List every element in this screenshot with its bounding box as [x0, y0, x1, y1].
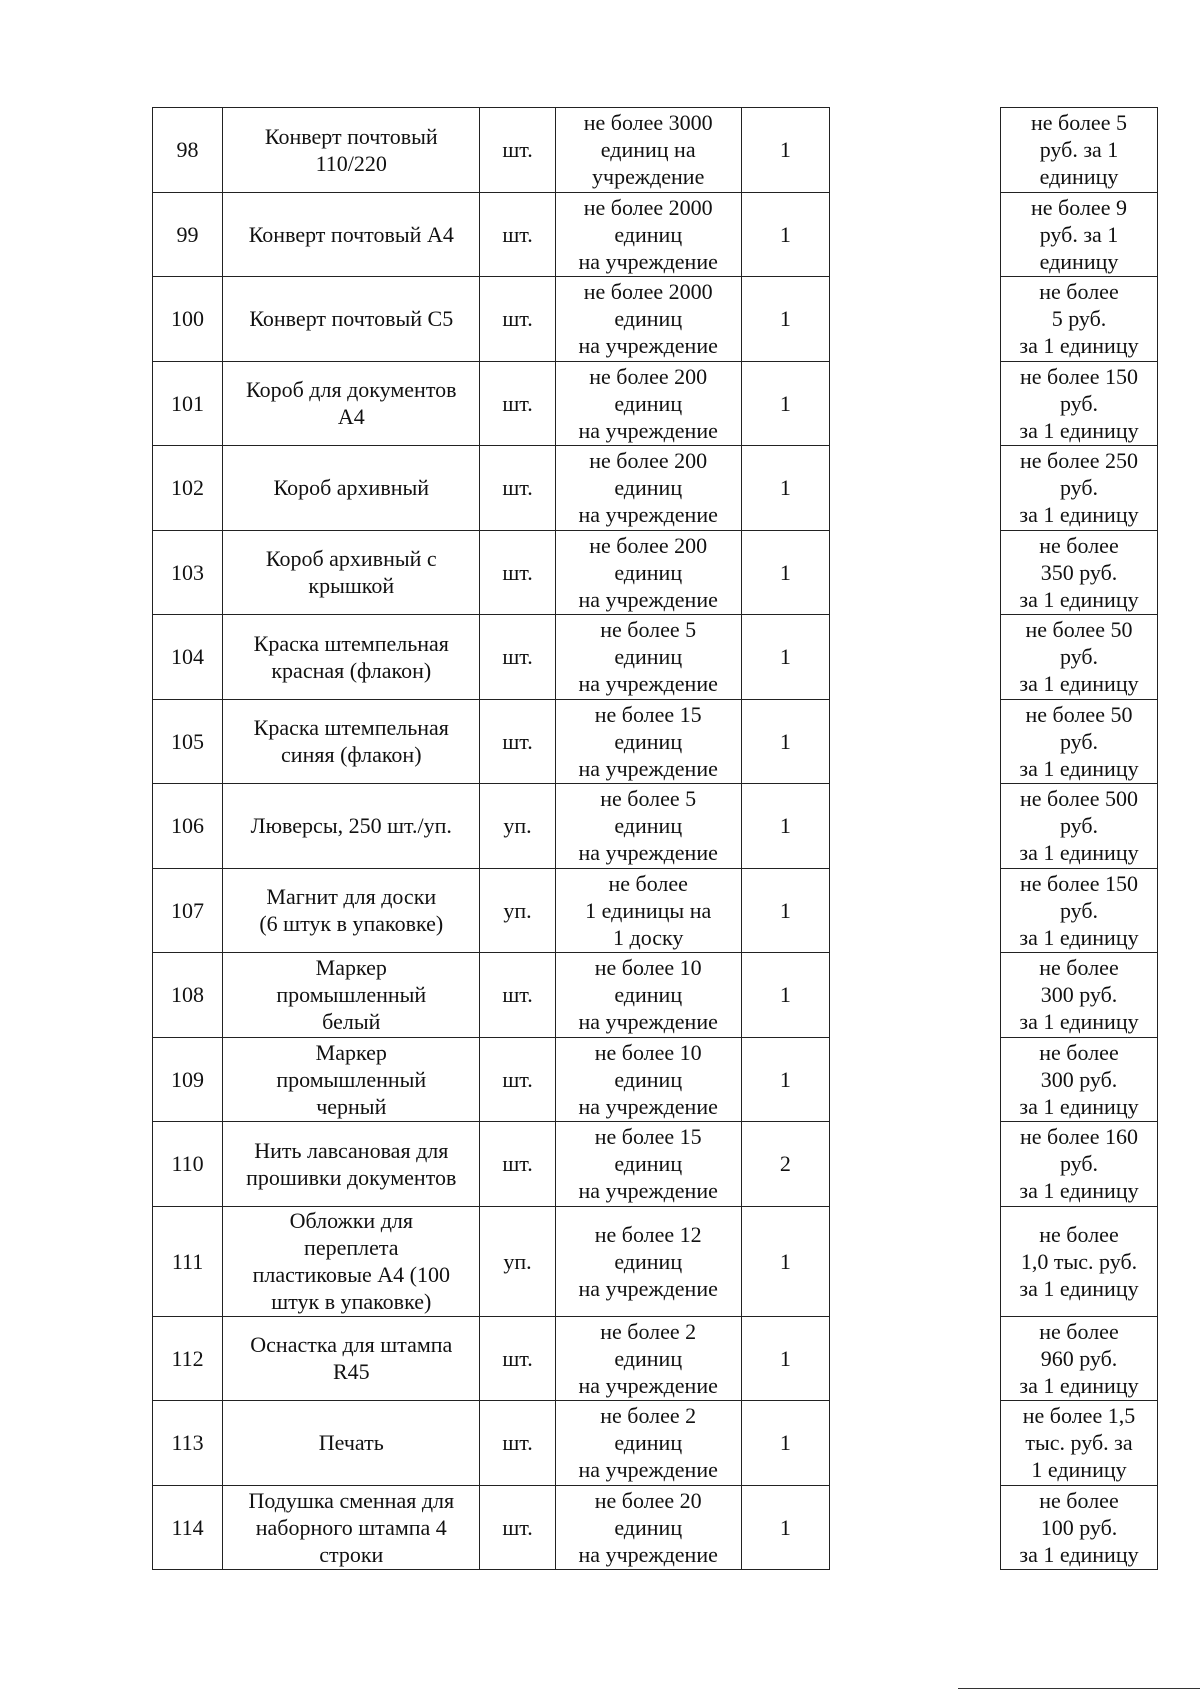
quantity-limit-cell: не более 3000 единиц на учреждение — [555, 108, 741, 193]
quantity-limit-cell: не более 1 единицы на 1 доску — [555, 868, 741, 953]
price-limit-cell: не более 160 руб. за 1 единицу — [1001, 1122, 1158, 1207]
quantity-limit-cell: не более 20 единиц на учреждение — [555, 1485, 741, 1570]
table-row — [153, 1401, 830, 1486]
price-limit-cell: не более 960 руб. за 1 единицу — [1001, 1316, 1158, 1401]
price-row — [1001, 868, 1158, 953]
quantity-limit-cell: не более 5 единиц на учреждение — [555, 615, 741, 700]
row-number-cell: 100 — [153, 277, 223, 362]
row-number-cell: 112 — [153, 1316, 223, 1401]
quantity-limit-cell: не более 2 единиц на учреждение — [555, 1316, 741, 1401]
unit-of-measure-cell: шт. — [480, 361, 555, 446]
unit-of-measure-cell: шт. — [480, 1316, 555, 1401]
unit-of-measure-cell: уп. — [480, 1206, 555, 1316]
item-name-cell: Печать — [223, 1401, 480, 1486]
quantity-limit-cell: не более 10 единиц на учреждение — [555, 953, 741, 1038]
footer-line — [958, 1688, 1200, 1689]
price-limit-table — [1000, 107, 1158, 1570]
row-number-cell: 103 — [153, 530, 223, 615]
item-name-cell: Подушка сменная для наборного штампа 4 строки — [223, 1485, 480, 1570]
price-row — [1001, 1122, 1158, 1207]
unit-of-measure-cell: шт. — [480, 953, 555, 1038]
price-limit-cell: не более 250 руб. за 1 единицу — [1001, 446, 1158, 531]
unit-of-measure-cell: уп. — [480, 784, 555, 869]
table-row — [153, 108, 830, 193]
table-row — [153, 1316, 830, 1401]
price-row — [1001, 1401, 1158, 1486]
price-limit-cell: не более 100 руб. за 1 единицу — [1001, 1485, 1158, 1570]
item-name-cell: Маркер промышленный черный — [223, 1037, 480, 1122]
unit-of-measure-cell: шт. — [480, 1485, 555, 1570]
price-row — [1001, 1206, 1158, 1316]
supplies-table-body — [153, 108, 830, 1570]
unit-of-measure-cell: шт. — [480, 530, 555, 615]
price-limit-cell: не более 5 руб. за 1 единицу — [1001, 277, 1158, 362]
table-row — [153, 868, 830, 953]
quantity-limit-cell: не более 15 единиц на учреждение — [555, 699, 741, 784]
usage-term-cell: 1 — [741, 108, 829, 193]
price-row — [1001, 699, 1158, 784]
quantity-limit-cell: не более 200 единиц на учреждение — [555, 530, 741, 615]
unit-of-measure-cell: шт. — [480, 615, 555, 700]
unit-of-measure-cell: шт. — [480, 277, 555, 362]
price-row — [1001, 784, 1158, 869]
quantity-limit-cell: не более 5 единиц на учреждение — [555, 784, 741, 869]
item-name-cell: Конверт почтовый С5 — [223, 277, 480, 362]
price-limit-cell: не более 9 руб. за 1 единицу — [1001, 192, 1158, 277]
price-row — [1001, 615, 1158, 700]
usage-term-cell: 2 — [741, 1122, 829, 1207]
table-row — [153, 277, 830, 362]
row-number-cell: 108 — [153, 953, 223, 1038]
item-name-cell: Люверсы, 250 шт./уп. — [223, 784, 480, 869]
price-limit-cell: не более 300 руб. за 1 единицу — [1001, 953, 1158, 1038]
row-number-cell: 110 — [153, 1122, 223, 1207]
row-number-cell: 104 — [153, 615, 223, 700]
unit-of-measure-cell: уп. — [480, 868, 555, 953]
item-name-cell: Магнит для доски (6 штук в упаковке) — [223, 868, 480, 953]
usage-term-cell: 1 — [741, 446, 829, 531]
unit-of-measure-cell: шт. — [480, 1122, 555, 1207]
quantity-limit-cell: не более 2 единиц на учреждение — [555, 1401, 741, 1486]
row-number-cell: 111 — [153, 1206, 223, 1316]
usage-term-cell: 1 — [741, 192, 829, 277]
quantity-limit-cell: не более 200 единиц на учреждение — [555, 361, 741, 446]
item-name-cell: Конверт почтовый А4 — [223, 192, 480, 277]
table-row — [153, 615, 830, 700]
item-name-cell: Маркер промышленный белый — [223, 953, 480, 1038]
price-limit-cell: не более 50 руб. за 1 единицу — [1001, 615, 1158, 700]
item-name-cell: Короб для документов А4 — [223, 361, 480, 446]
price-row — [1001, 361, 1158, 446]
row-number-cell: 109 — [153, 1037, 223, 1122]
usage-term-cell: 1 — [741, 868, 829, 953]
row-number-cell: 113 — [153, 1401, 223, 1486]
price-limit-cell: не более 500 руб. за 1 единицу — [1001, 784, 1158, 869]
item-name-cell: Краска штемпельная красная (флакон) — [223, 615, 480, 700]
price-limit-cell: не более 5 руб. за 1 единицу — [1001, 108, 1158, 193]
table-row — [153, 953, 830, 1038]
unit-of-measure-cell: шт. — [480, 446, 555, 531]
row-number-cell: 101 — [153, 361, 223, 446]
table-row — [153, 784, 830, 869]
quantity-limit-cell: не более 200 единиц на учреждение — [555, 446, 741, 531]
row-number-cell: 114 — [153, 1485, 223, 1570]
usage-term-cell: 1 — [741, 1401, 829, 1486]
table-row — [153, 1206, 830, 1316]
usage-term-cell: 1 — [741, 784, 829, 869]
usage-term-cell: 1 — [741, 953, 829, 1038]
row-number-cell: 105 — [153, 699, 223, 784]
item-name-cell: Оснастка для штампа R45 — [223, 1316, 480, 1401]
usage-term-cell: 1 — [741, 1037, 829, 1122]
item-name-cell: Нить лавсановая для прошивки документов — [223, 1122, 480, 1207]
unit-of-measure-cell: шт. — [480, 1037, 555, 1122]
item-name-cell: Краска штемпельная синяя (флакон) — [223, 699, 480, 784]
price-row — [1001, 530, 1158, 615]
price-limit-cell: не более 150 руб. за 1 единицу — [1001, 868, 1158, 953]
table-row — [153, 530, 830, 615]
price-row — [1001, 1485, 1158, 1570]
table-row — [153, 699, 830, 784]
unit-of-measure-cell: шт. — [480, 699, 555, 784]
usage-term-cell: 1 — [741, 1206, 829, 1316]
item-name-cell: Обложки для переплета пластиковые А4 (100 штук в упаковке) — [223, 1206, 480, 1316]
item-name-cell: Короб архивный с крышкой — [223, 530, 480, 615]
supplies-table — [152, 107, 830, 1570]
table-row — [153, 1037, 830, 1122]
price-limit-cell: не более 150 руб. за 1 единицу — [1001, 361, 1158, 446]
price-row — [1001, 953, 1158, 1038]
unit-of-measure-cell: шт. — [480, 192, 555, 277]
row-number-cell: 106 — [153, 784, 223, 869]
price-limit-cell: не более 1,0 тыс. руб. за 1 единицу — [1001, 1206, 1158, 1316]
table-row — [153, 446, 830, 531]
item-name-cell: Короб архивный — [223, 446, 480, 531]
price-row — [1001, 192, 1158, 277]
item-name-cell: Конверт почтовый 110/220 — [223, 108, 480, 193]
table-row — [153, 361, 830, 446]
price-row — [1001, 446, 1158, 531]
row-number-cell: 99 — [153, 192, 223, 277]
quantity-limit-cell: не более 15 единиц на учреждение — [555, 1122, 741, 1207]
quantity-limit-cell: не более 12 единиц на учреждение — [555, 1206, 741, 1316]
price-limit-cell: не более 300 руб. за 1 единицу — [1001, 1037, 1158, 1122]
row-number-cell: 102 — [153, 446, 223, 531]
unit-of-measure-cell: шт. — [480, 108, 555, 193]
usage-term-cell: 1 — [741, 530, 829, 615]
price-row — [1001, 108, 1158, 193]
usage-term-cell: 1 — [741, 277, 829, 362]
price-row — [1001, 1316, 1158, 1401]
price-limit-table-body — [1001, 108, 1158, 1570]
usage-term-cell: 1 — [741, 1316, 829, 1401]
usage-term-cell: 1 — [741, 615, 829, 700]
table-row — [153, 192, 830, 277]
usage-term-cell: 1 — [741, 1485, 829, 1570]
row-number-cell: 98 — [153, 108, 223, 193]
row-number-cell: 107 — [153, 868, 223, 953]
price-limit-cell: не более 1,5 тыс. руб. за 1 единицу — [1001, 1401, 1158, 1486]
quantity-limit-cell: не более 10 единиц на учреждение — [555, 1037, 741, 1122]
usage-term-cell: 1 — [741, 361, 829, 446]
price-limit-cell: не более 350 руб. за 1 единицу — [1001, 530, 1158, 615]
table-row — [153, 1122, 830, 1207]
price-row — [1001, 277, 1158, 362]
table-row — [153, 1485, 830, 1570]
usage-term-cell: 1 — [741, 699, 829, 784]
quantity-limit-cell: не более 2000 единиц на учреждение — [555, 192, 741, 277]
price-row — [1001, 1037, 1158, 1122]
quantity-limit-cell: не более 2000 единиц на учреждение — [555, 277, 741, 362]
price-limit-cell: не более 50 руб. за 1 единицу — [1001, 699, 1158, 784]
unit-of-measure-cell: шт. — [480, 1401, 555, 1486]
